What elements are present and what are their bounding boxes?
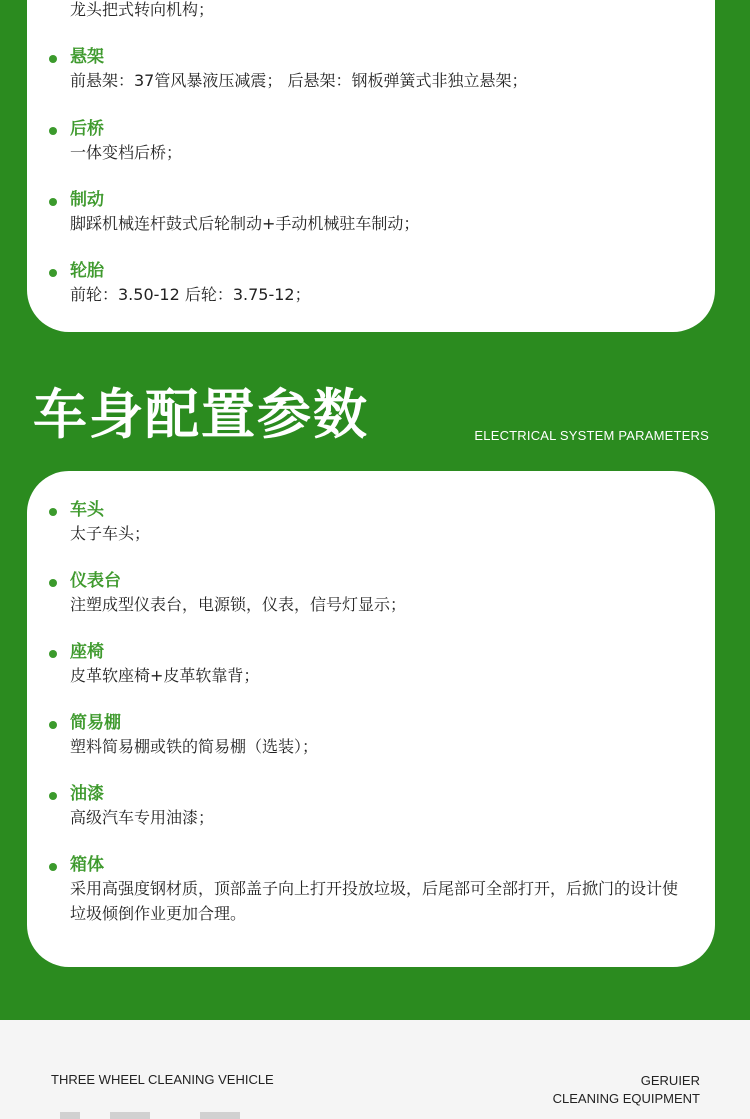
param-desc: 塑料简易棚或铁的简易棚（选装）； bbox=[70, 737, 319, 756]
bullet-dot bbox=[49, 55, 57, 63]
bullet-dot bbox=[49, 792, 57, 800]
bullet-dot bbox=[49, 269, 57, 277]
param-title: 箱体 bbox=[70, 855, 104, 875]
cropped-text-fragment bbox=[60, 1112, 240, 1119]
footer-brand-name: GERUIER bbox=[640, 1073, 700, 1088]
param-title: 简易棚 bbox=[70, 713, 121, 733]
param-desc: 前悬架：37管风暴液压减震； 后悬架：钢板弹簧式非独立悬架； bbox=[70, 71, 528, 90]
param-desc: 采用高强度钢材质，顶部盖子向上打开投放垃圾，后尾部可全部打开，后掀门的设计使垃圾倾倒作业更加合理。 bbox=[70, 879, 679, 923]
param-desc: 高级汽车专用油漆； bbox=[70, 808, 215, 827]
bullet-dot bbox=[49, 127, 57, 135]
param-title: 仪表台 bbox=[70, 571, 121, 591]
section-title: 车身配置参数 bbox=[33, 383, 369, 446]
body-params-card bbox=[27, 471, 715, 967]
footer-left-text: THREE WHEEL CLEANING VEHICLE bbox=[51, 1072, 274, 1087]
bullet-dot bbox=[49, 721, 57, 729]
param-desc: 皮革软座椅+皮革软靠背； bbox=[70, 666, 260, 685]
param-title: 车头 bbox=[70, 500, 104, 520]
param-title: 悬架 bbox=[70, 47, 104, 67]
param-desc: 脚踩机械连杆鼓式后轮制动+手动机械驻车制动； bbox=[70, 214, 420, 233]
chassis-params-card bbox=[27, 0, 715, 332]
param-title: 后桥 bbox=[70, 119, 104, 139]
section-subtitle: ELECTRICAL SYSTEM PARAMETERS bbox=[474, 428, 709, 443]
param-desc: 前轮：3.50-12 后轮：3.75-12； bbox=[70, 285, 311, 304]
bullet-dot bbox=[49, 579, 57, 587]
bullet-dot bbox=[49, 198, 57, 206]
bullet-dot bbox=[49, 650, 57, 658]
param-title: 轮胎 bbox=[70, 261, 104, 281]
param-desc: 一体变档后桥； bbox=[70, 143, 183, 162]
param-desc: 注塑成型仪表台，电源锁，仪表，信号灯显示； bbox=[70, 595, 407, 614]
bullet-dot bbox=[49, 508, 57, 516]
footer bbox=[0, 1020, 750, 1119]
footer-brand-tagline: CLEANING EQUIPMENT bbox=[552, 1091, 700, 1106]
param-desc: 太子车头； bbox=[70, 524, 151, 543]
steering-desc: 龙头把式转向机构； bbox=[70, 0, 215, 19]
param-title: 油漆 bbox=[70, 784, 104, 804]
footer-brand bbox=[553, 1072, 700, 1108]
param-title: 座椅 bbox=[70, 642, 104, 662]
param-title: 制动 bbox=[70, 190, 104, 210]
bullet-dot bbox=[49, 863, 57, 871]
